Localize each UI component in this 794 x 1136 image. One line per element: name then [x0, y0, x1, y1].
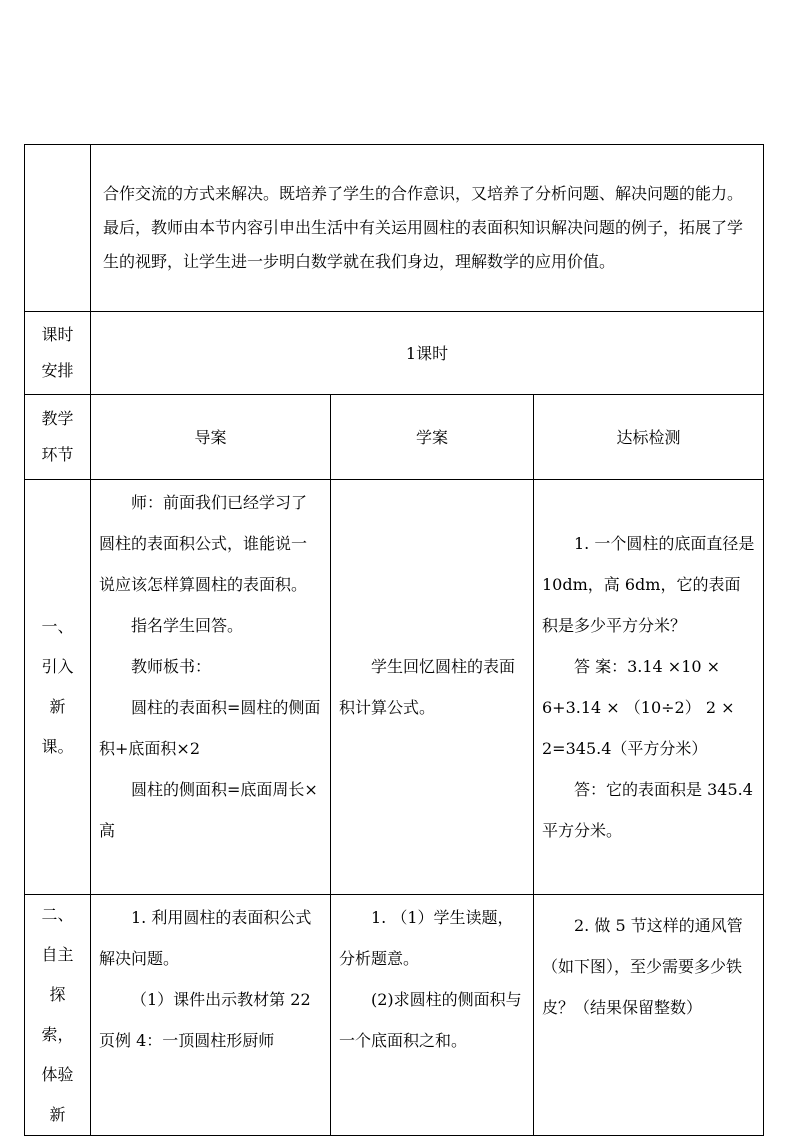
- intro-continuation-cell: [91, 145, 764, 312]
- header-guide: 导案: [194, 427, 227, 447]
- intro-continuation-row: [25, 145, 764, 312]
- schedule-value-cell: [91, 312, 764, 395]
- schedule-row: [25, 312, 764, 395]
- section1-study-cell: [331, 480, 534, 895]
- section2-guide-2: （1）课件出示教材第 22 页例 4：一顶圆柱形厨师: [99, 990, 311, 1050]
- header-study-cell: [331, 395, 534, 480]
- section1-guide-5: 圆柱的侧面积=底面周长×高: [99, 780, 318, 840]
- section1-label: 一、引入新课。: [41, 617, 74, 756]
- section2-guide-1: 1. 利用圆柱的表面积公式解决问题。: [99, 908, 312, 968]
- schedule-label: 课时安排: [41, 325, 74, 380]
- section2-label: 二、自主探索，体验新: [41, 905, 74, 1124]
- section1-guide-4: 圆柱的表面积=圆柱的侧面积+底面积×2: [99, 698, 321, 758]
- schedule-label-cell: [25, 312, 91, 395]
- section1-guide-2: 指名学生回答。: [131, 616, 244, 635]
- section2-study-2: (2)求圆柱的侧面积与一个底面积之和。: [339, 990, 522, 1050]
- section2-check: 2. 做 5 节这样的通风管（如下图），至少需要多少铁皮？（结果保留整数）: [542, 916, 743, 1017]
- empty-label-cell: [25, 145, 91, 312]
- section1-check-3: 答：它的表面积是 345.4 平方分米。: [542, 780, 753, 840]
- section1-guide-cell: [91, 480, 331, 895]
- section1-study: 学生回忆圆柱的表面积计算公式。: [339, 657, 516, 717]
- section1-guide-3: 教师板书：: [131, 657, 212, 676]
- section2-study-1: 1. （1）学生读题，分析题意。: [339, 908, 514, 968]
- section1-check-1: 1. 一个圆柱的底面直径是 10dm，高 6dm，它的表面积是多少平方分米？: [542, 534, 755, 635]
- schedule-value: 1课时: [405, 343, 449, 363]
- header-row: [25, 395, 764, 480]
- section1-guide-1: 师：前面我们已经学习了圆柱的表面积公式，谁能说一说应该怎样算圆柱的表面积。: [99, 493, 308, 594]
- header-section: 教学环节: [41, 409, 74, 464]
- section1-label-cell: [25, 480, 91, 895]
- section1-row: [25, 480, 764, 895]
- intro-continuation-text: 合作交流的方式来解决。既培养了学生的合作意识，又培养了分析问题、解决问题的能力。最后，教师由本节内容引申出生活中有关运用圆柱的表面积知识解决问题的例子，拓展了学生的视野，让学生进一步明白数学就在我们身边，理解数学的应用价值。: [103, 184, 744, 271]
- section2-label-cell: [25, 895, 91, 1136]
- section1-check-2: 答 案：3.14 ×10 × 6+3.14 × （10÷2） 2 × 2=345.4（平方分米）: [542, 657, 735, 758]
- header-check-cell: [534, 395, 764, 480]
- section2-row: [25, 895, 764, 1136]
- header-section-cell: [25, 395, 91, 480]
- lesson-plan-table: [24, 144, 764, 1136]
- section2-guide-cell: [91, 895, 331, 1136]
- section2-check-cell: [534, 895, 764, 1136]
- section2-study-cell: [331, 895, 534, 1136]
- header-check: 达标检测: [616, 427, 681, 447]
- section1-check-cell: [534, 480, 764, 895]
- header-guide-cell: [91, 395, 331, 480]
- header-study: 学案: [415, 427, 448, 447]
